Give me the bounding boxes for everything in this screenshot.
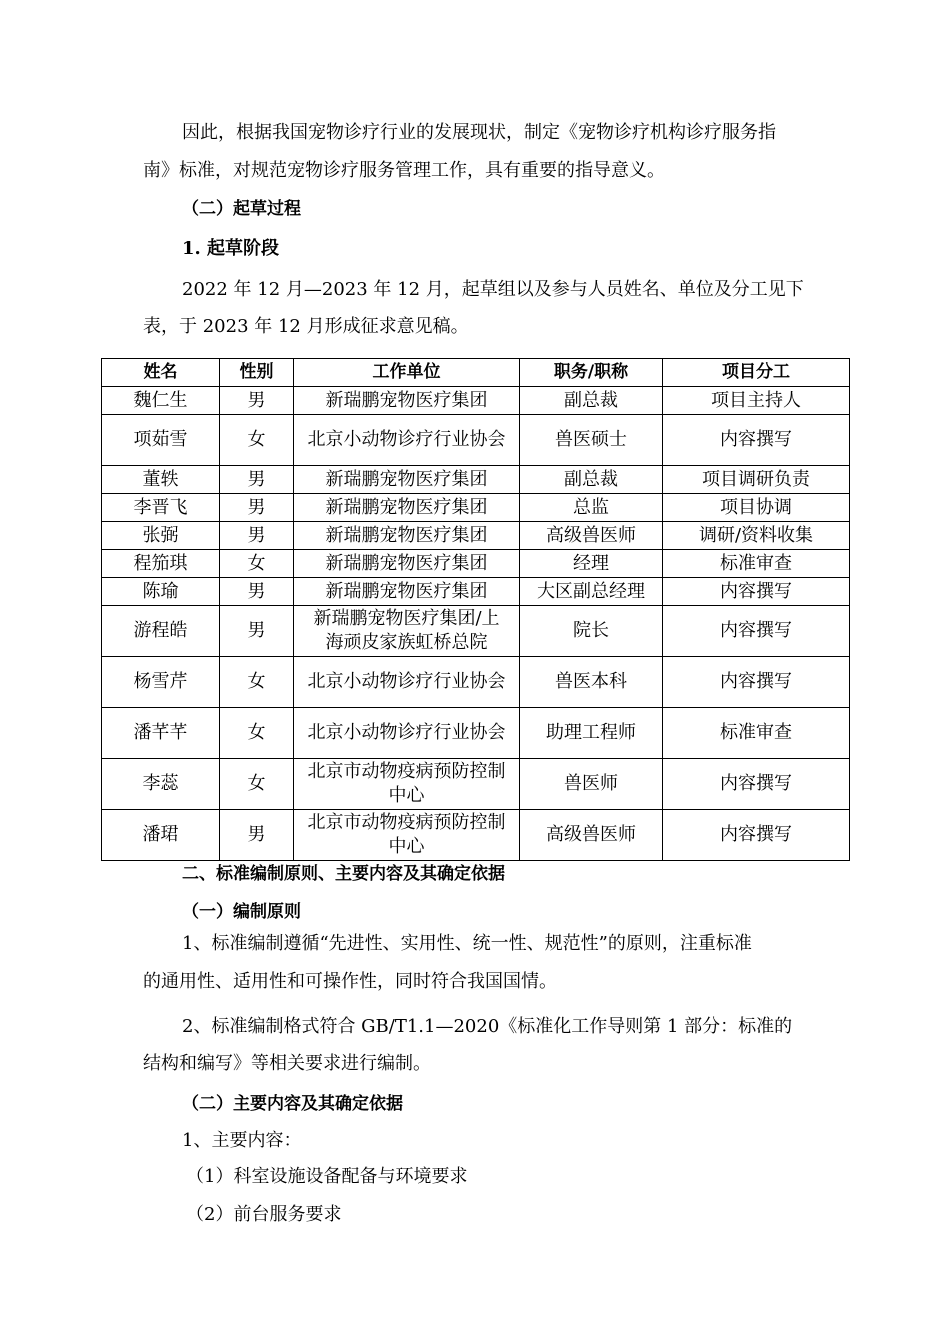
cell-title: 助理工程师 [520, 708, 663, 759]
table-header-row [102, 359, 850, 387]
cell-role: 内容撰写 [663, 657, 850, 708]
cell-gender: 男 [220, 387, 294, 415]
cell-name: 魏仁生 [102, 387, 220, 415]
draft-stage-line-2: 表，于 2023 年 12 月形成征求意见稿。 [143, 316, 469, 337]
table-row [102, 387, 850, 415]
cell-unit: 新瑞鹏宠物医疗集团 [294, 466, 520, 494]
cell-unit [294, 606, 520, 657]
intro-line-2: 南》标准，对规范宠物诊疗服务管理工作，具有重要的指导意义。 [143, 160, 665, 181]
cell-unit-text: 北京市动物疫病预防控制中心 [307, 812, 506, 857]
cell-name: 张弼 [102, 522, 220, 550]
cell-title: 经理 [520, 550, 663, 578]
intro-line-1: 因此，根据我国宠物诊疗行业的发展现状，制定《宠物诊疗机构诊疗服务指 [182, 122, 776, 143]
cell-role: 内容撰写 [663, 606, 850, 657]
cell-name: 陈瑜 [102, 578, 220, 606]
cell-title: 副总裁 [520, 387, 663, 415]
principle-2-line-2: 结构和编写》等相关要求进行编制。 [143, 1053, 431, 1074]
cell-role: 内容撰写 [663, 810, 850, 861]
cell-role: 内容撰写 [663, 578, 850, 606]
header-name: 姓名 [102, 359, 220, 387]
cell-unit [294, 759, 520, 810]
cell-gender: 女 [220, 415, 294, 466]
cell-title: 总监 [520, 494, 663, 522]
cell-unit [294, 657, 520, 708]
table-row [102, 415, 850, 466]
cell-gender: 女 [220, 550, 294, 578]
cell-unit-text: 新瑞鹏宠物医疗集团/上海顽皮家族虹桥总院 [313, 608, 500, 653]
content-intro: 1、主要内容： [182, 1130, 302, 1151]
cell-role: 标准审查 [663, 550, 850, 578]
cell-unit: 新瑞鹏宠物医疗集团 [294, 550, 520, 578]
draft-stage-heading: 1. 起草阶段 [182, 238, 280, 259]
cell-gender: 男 [220, 466, 294, 494]
cell-name: 游程皓 [102, 606, 220, 657]
cell-gender: 男 [220, 494, 294, 522]
content-item-1: （1）科室设施设备配备与环境要求 [186, 1166, 468, 1187]
cell-role: 内容撰写 [663, 759, 850, 810]
cell-unit [294, 810, 520, 861]
cell-name: 程笳琪 [102, 550, 220, 578]
cell-gender: 女 [220, 708, 294, 759]
cell-name: 潘珺 [102, 810, 220, 861]
table-row [102, 494, 850, 522]
cell-title: 兽医本科 [520, 657, 663, 708]
cell-gender: 男 [220, 522, 294, 550]
cell-title: 高级兽医师 [520, 522, 663, 550]
cell-role: 内容撰写 [663, 415, 850, 466]
cell-role: 项目协调 [663, 494, 850, 522]
cell-role: 标准审查 [663, 708, 850, 759]
cell-name: 李蕊 [102, 759, 220, 810]
cell-role: 项目调研负责 [663, 466, 850, 494]
cell-unit: 新瑞鹏宠物医疗集团 [294, 578, 520, 606]
content-heading: （二）主要内容及其确定依据 [182, 1094, 403, 1114]
table-row [102, 810, 850, 861]
cell-unit [294, 708, 520, 759]
cell-unit-text: 北京小动物诊疗行业协会 [307, 671, 506, 692]
cell-unit: 新瑞鹏宠物医疗集团 [294, 522, 520, 550]
cell-role: 调研/资料收集 [663, 522, 850, 550]
cell-unit-text: 北京小动物诊疗行业协会 [307, 722, 506, 743]
cell-gender: 女 [220, 657, 294, 708]
cell-title: 大区副总经理 [520, 578, 663, 606]
header-unit: 工作单位 [294, 359, 520, 387]
table-row [102, 522, 850, 550]
cell-gender: 男 [220, 810, 294, 861]
cell-title: 副总裁 [520, 466, 663, 494]
principle-heading: （一）编制原则 [182, 902, 301, 922]
principle-1-line-2: 的通用性、适用性和可操作性，同时符合我国国情。 [143, 971, 557, 992]
cell-name: 杨雪芹 [102, 657, 220, 708]
drafting-team-table [101, 358, 850, 861]
cell-title: 高级兽医师 [520, 810, 663, 861]
header-role: 项目分工 [663, 359, 850, 387]
table-row [102, 708, 850, 759]
cell-gender: 女 [220, 759, 294, 810]
cell-unit-text: 北京小动物诊疗行业协会 [307, 429, 506, 450]
cell-unit: 新瑞鹏宠物医疗集团 [294, 387, 520, 415]
section-2-heading: 二、标准编制原则、主要内容及其确定依据 [182, 864, 505, 884]
cell-unit: 新瑞鹏宠物医疗集团 [294, 494, 520, 522]
draft-process-heading: （二）起草过程 [182, 199, 301, 219]
cell-unit-text: 北京市动物疫病预防控制中心 [307, 761, 506, 806]
principle-2-line-1: 2、标准编制格式符合 GB/T1.1—2020《标准化工作导则第 1 部分：标准的 [182, 1016, 793, 1037]
table-row [102, 657, 850, 708]
principle-1-line-1: 1、标准编制遵循“先进性、实用性、统一性、规范性”的原则，注重标准 [182, 933, 752, 954]
header-title: 职务/职称 [520, 359, 663, 387]
header-gender: 性别 [220, 359, 294, 387]
table-row [102, 550, 850, 578]
table-row [102, 466, 850, 494]
cell-name: 潘芊芊 [102, 708, 220, 759]
cell-title: 兽医师 [520, 759, 663, 810]
cell-gender: 男 [220, 578, 294, 606]
draft-stage-line-1: 2022 年 12 月—2023 年 12 月，起草组以及参与人员姓名、单位及分工见下 [182, 279, 804, 300]
cell-unit [294, 415, 520, 466]
cell-name: 董轶 [102, 466, 220, 494]
cell-title: 院长 [520, 606, 663, 657]
cell-title: 兽医硕士 [520, 415, 663, 466]
cell-role: 项目主持人 [663, 387, 850, 415]
cell-gender: 男 [220, 606, 294, 657]
table-row [102, 606, 850, 657]
content-item-2: （2）前台服务要求 [186, 1204, 342, 1225]
table-row [102, 759, 850, 810]
cell-name: 李晋飞 [102, 494, 220, 522]
cell-name: 项茹雪 [102, 415, 220, 466]
table-row [102, 578, 850, 606]
